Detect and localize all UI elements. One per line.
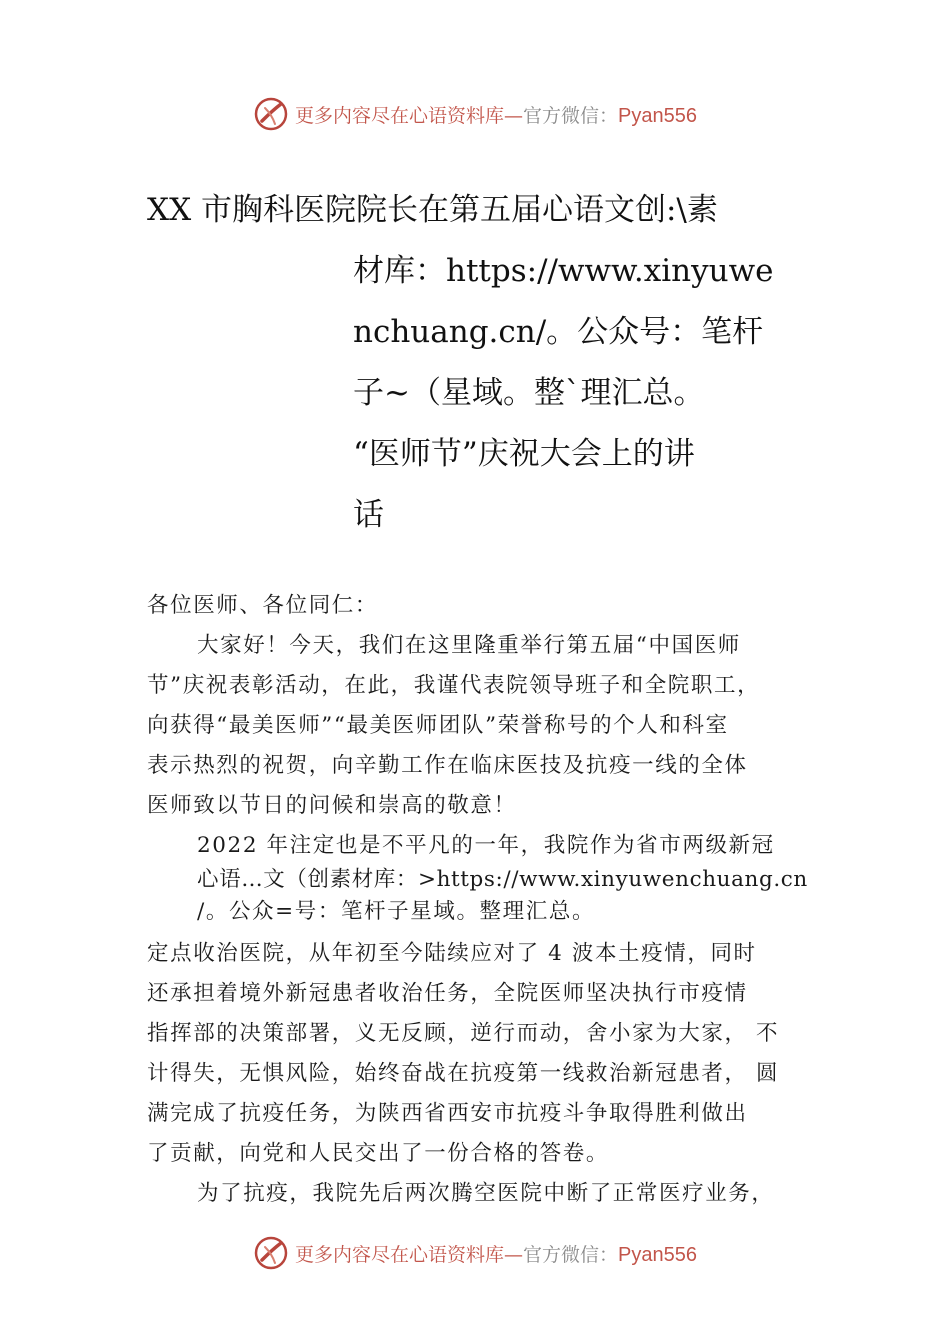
banner-text	[295, 101, 697, 128]
title-line: 子~（星域。整`理汇总。	[353, 375, 705, 411]
title-line: XX 市胸科医院院长在第五届心语文创:\素	[147, 192, 718, 228]
banner-text	[295, 1240, 697, 1267]
footer-banner	[0, 1233, 950, 1273]
paragraph-line: 了贡献，向党和人民交出了一份合格的答卷。	[147, 1141, 610, 1166]
banner-promo: 更多内容尽在心语资料库	[295, 104, 505, 127]
paragraph-line: /。公众=号：笔杆子星域。整理汇总。	[197, 899, 596, 924]
paragraph-line: 还承担着境外新冠患者收治任务，全院医师坚决执行市疫情	[147, 981, 748, 1006]
paragraph-line: 定点收治医院，从年初至今陆续应对了 4 波本土疫情，同时	[147, 941, 757, 966]
paragraph-line: 大家好！今天，我们在这里隆重举行第五届“中国医师	[197, 633, 741, 658]
paragraph-line: 为了抗疫，我院先后两次腾空医院中断了正常医疗业务，	[197, 1181, 775, 1206]
paragraph-line: 向获得“最美医师”“最美医师团队”荣誉称号的个人和科室	[147, 713, 729, 738]
paragraph-line: 表示热烈的祝贺，向辛勤工作在临床医技及抗疫一线的全体	[147, 753, 748, 778]
paragraph-line: 满完成了抗疫任务，为陕西省西安市抗疫斗争取得胜利做出	[147, 1101, 748, 1126]
header-banner	[0, 94, 950, 134]
paragraph-line: 医师致以节日的问候和崇高的敬意！	[147, 793, 517, 818]
banner-handle: Pyan556	[618, 1243, 697, 1266]
paragraph-line: 2022 年注定也是不平凡的一年，我院作为省市两级新冠	[197, 833, 775, 858]
banner-promo: 更多内容尽在心语资料库	[295, 1243, 505, 1266]
banner-label: 官方微信：	[523, 104, 619, 127]
paragraph-line: 节”庆祝表彰活动，在此，我谨代表院领导班子和全院职工，	[147, 673, 761, 698]
banner-dash: —	[504, 1243, 524, 1266]
title-line: 话	[353, 497, 384, 533]
banner-handle: Pyan556	[618, 104, 697, 127]
title-line: “医师节”庆祝大会上的讲	[353, 436, 695, 472]
paragraph-line: 计得失，无惧风险，始终奋战在抗疫第一线救治新冠患者， 圆	[147, 1061, 780, 1086]
brush-logo-icon	[253, 1235, 289, 1271]
brush-logo-icon	[253, 96, 289, 132]
title-line: nchuang.cn/。公众号：笔杆	[353, 314, 764, 350]
banner-label: 官方微信：	[523, 1243, 619, 1266]
banner-dash: —	[504, 104, 524, 127]
title-line: 材库：https://www.xinyuwe	[353, 253, 774, 289]
paragraph-line: 指挥部的决策部署，义无反顾，逆行而动，舍小家为大家， 不	[147, 1021, 780, 1046]
greeting: 各位医师、各位同仁：	[147, 593, 379, 618]
paragraph-line: 心语…文（创素材库：>https://www.xinyuwenchuang.cn	[197, 867, 808, 892]
